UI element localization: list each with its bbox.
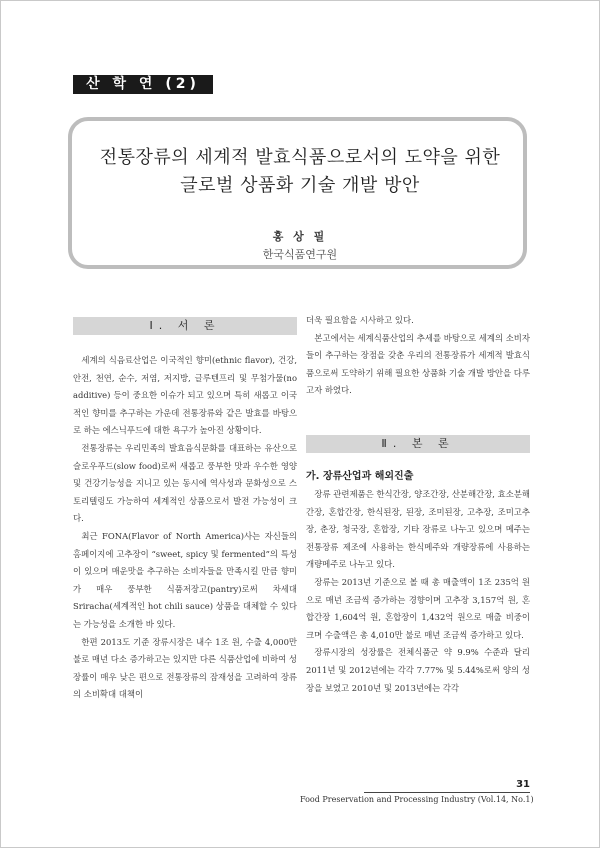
author-name: 홍 상 필 <box>272 230 328 243</box>
section-heading-introduction: Ⅰ. 서 론 <box>73 317 297 335</box>
subsection-heading: 가. 장류산업과 해외진출 <box>306 471 414 482</box>
right-column-body <box>306 486 530 697</box>
paragraph: 더욱 필요함을 시사하고 있다. <box>306 315 414 325</box>
paragraph: 장류는 2013년 기준으로 볼 때 총 매출액이 1조 235억 원으로 매년 조금씩 증가하는 경향이며 고추장 3,157억 원, 혼합간장 1,604억 원, 혼합장이 1,432억 원으로 매출 비중이 크며 수출액은 총 4,010만 불로 매년 조금씩 증가하고 있다. <box>306 576 530 640</box>
paragraph: 한편 2013도 기준 장류시장은 내수 1조 원, 수출 4,000만 불로 매년 다소 증가하고는 있지만 다른 식품산업에 비하여 성장률이 매우 낮은 편으로 전통장류의 잠재성을 고려하여 장류의 소비확대 대책이 <box>73 636 297 700</box>
paragraph: 장류 관련제품은 한식간장, 양조간장, 산분해간장, 효소분해간장, 혼합간장, 한식된장, 된장, 조미된장, 고추장, 조미고추장, 춘장, 청국장, 혼합장, 기타 장류로 나누고 있으며 메주는 전통장류 제조에 사용하는 한식메주와 개량장류에 사용하는 개량메주로 나누고 있다. <box>306 489 530 570</box>
author-affiliation: 한국식품연구원 <box>262 248 338 261</box>
right-column-intro <box>306 312 530 400</box>
paragraph: 최근 FONA(Flavor of North America)사는 자신들의 홈페이지에 고추장이 “sweet, spicy 및 fermented”의 특성이 있으며 매운맛을 추구하는 소비자들을 만족시킬 만큼 향미가 매우 풍부한 식품저장고(pantry)로써 차세대 Sriracha(세계적인 hot chili sauce) 상품을 대체할 수 있다는 가능성을 소개한 바 있다. <box>73 530 297 629</box>
paragraph: 장류시장의 성장률은 전체식품군 약 9.9% 수준과 달리 2011년 및 2012년에는 각각 7.77% 및 5.44%로써 양의 성장을 보였고 2010년 및 2013년에는 각각 <box>306 647 530 693</box>
section-tag: 산 학 연 (2) <box>73 75 213 94</box>
paragraph: 본고에서는 세계식품산업의 추세를 바탕으로 세계의 소비자들이 추구하는 장점을 갖춘 우리의 전통장류가 세계적 발효식품으로써 도약하기 위해 필요한 상품화 기술 개발 방안을 다루고자 하였다. <box>306 332 530 396</box>
section-heading-body: Ⅱ. 본 론 <box>306 435 530 453</box>
title-line-2: 글로벌 상품화 기술 개발 방안 <box>180 175 420 196</box>
page-number: 31 <box>516 779 530 790</box>
paragraph: 세계의 식음료산업은 이국적인 향미(ethnic flavor), 건강, 안전, 천연, 순수, 저염, 저지방, 글루텐프리 및 무첨가물(no additive) 등이 중요한 이슈가 되고 있으며 특히 새롭고 이국적인 향미를 추구하는 가운데 전통장류와 같은 발효를 바탕으로 하는 에스닉푸드에 대한 욕구가 높아진 상황이다. <box>73 355 297 436</box>
left-column-body <box>73 352 297 704</box>
footer-divider <box>364 792 530 793</box>
title-line-1: 전통장류의 세계적 발효식품으로서의 도약을 위한 <box>99 147 501 168</box>
paragraph: 전통장류는 우리민족의 발효음식문화를 대표하는 유산으로 슬로우푸드(slow food)로써 새롭고 풍부한 맛과 우수한 영양 및 건강기능성을 지니고 있는 동시에 역사성과 문화성으로 스토리텔링도 가능하여 세계적인 상품으로서 발전 가능성이 크다. <box>73 442 297 524</box>
journal-name: Food Preservation and Processing Industry (Vol.14, No.1) <box>300 795 534 804</box>
